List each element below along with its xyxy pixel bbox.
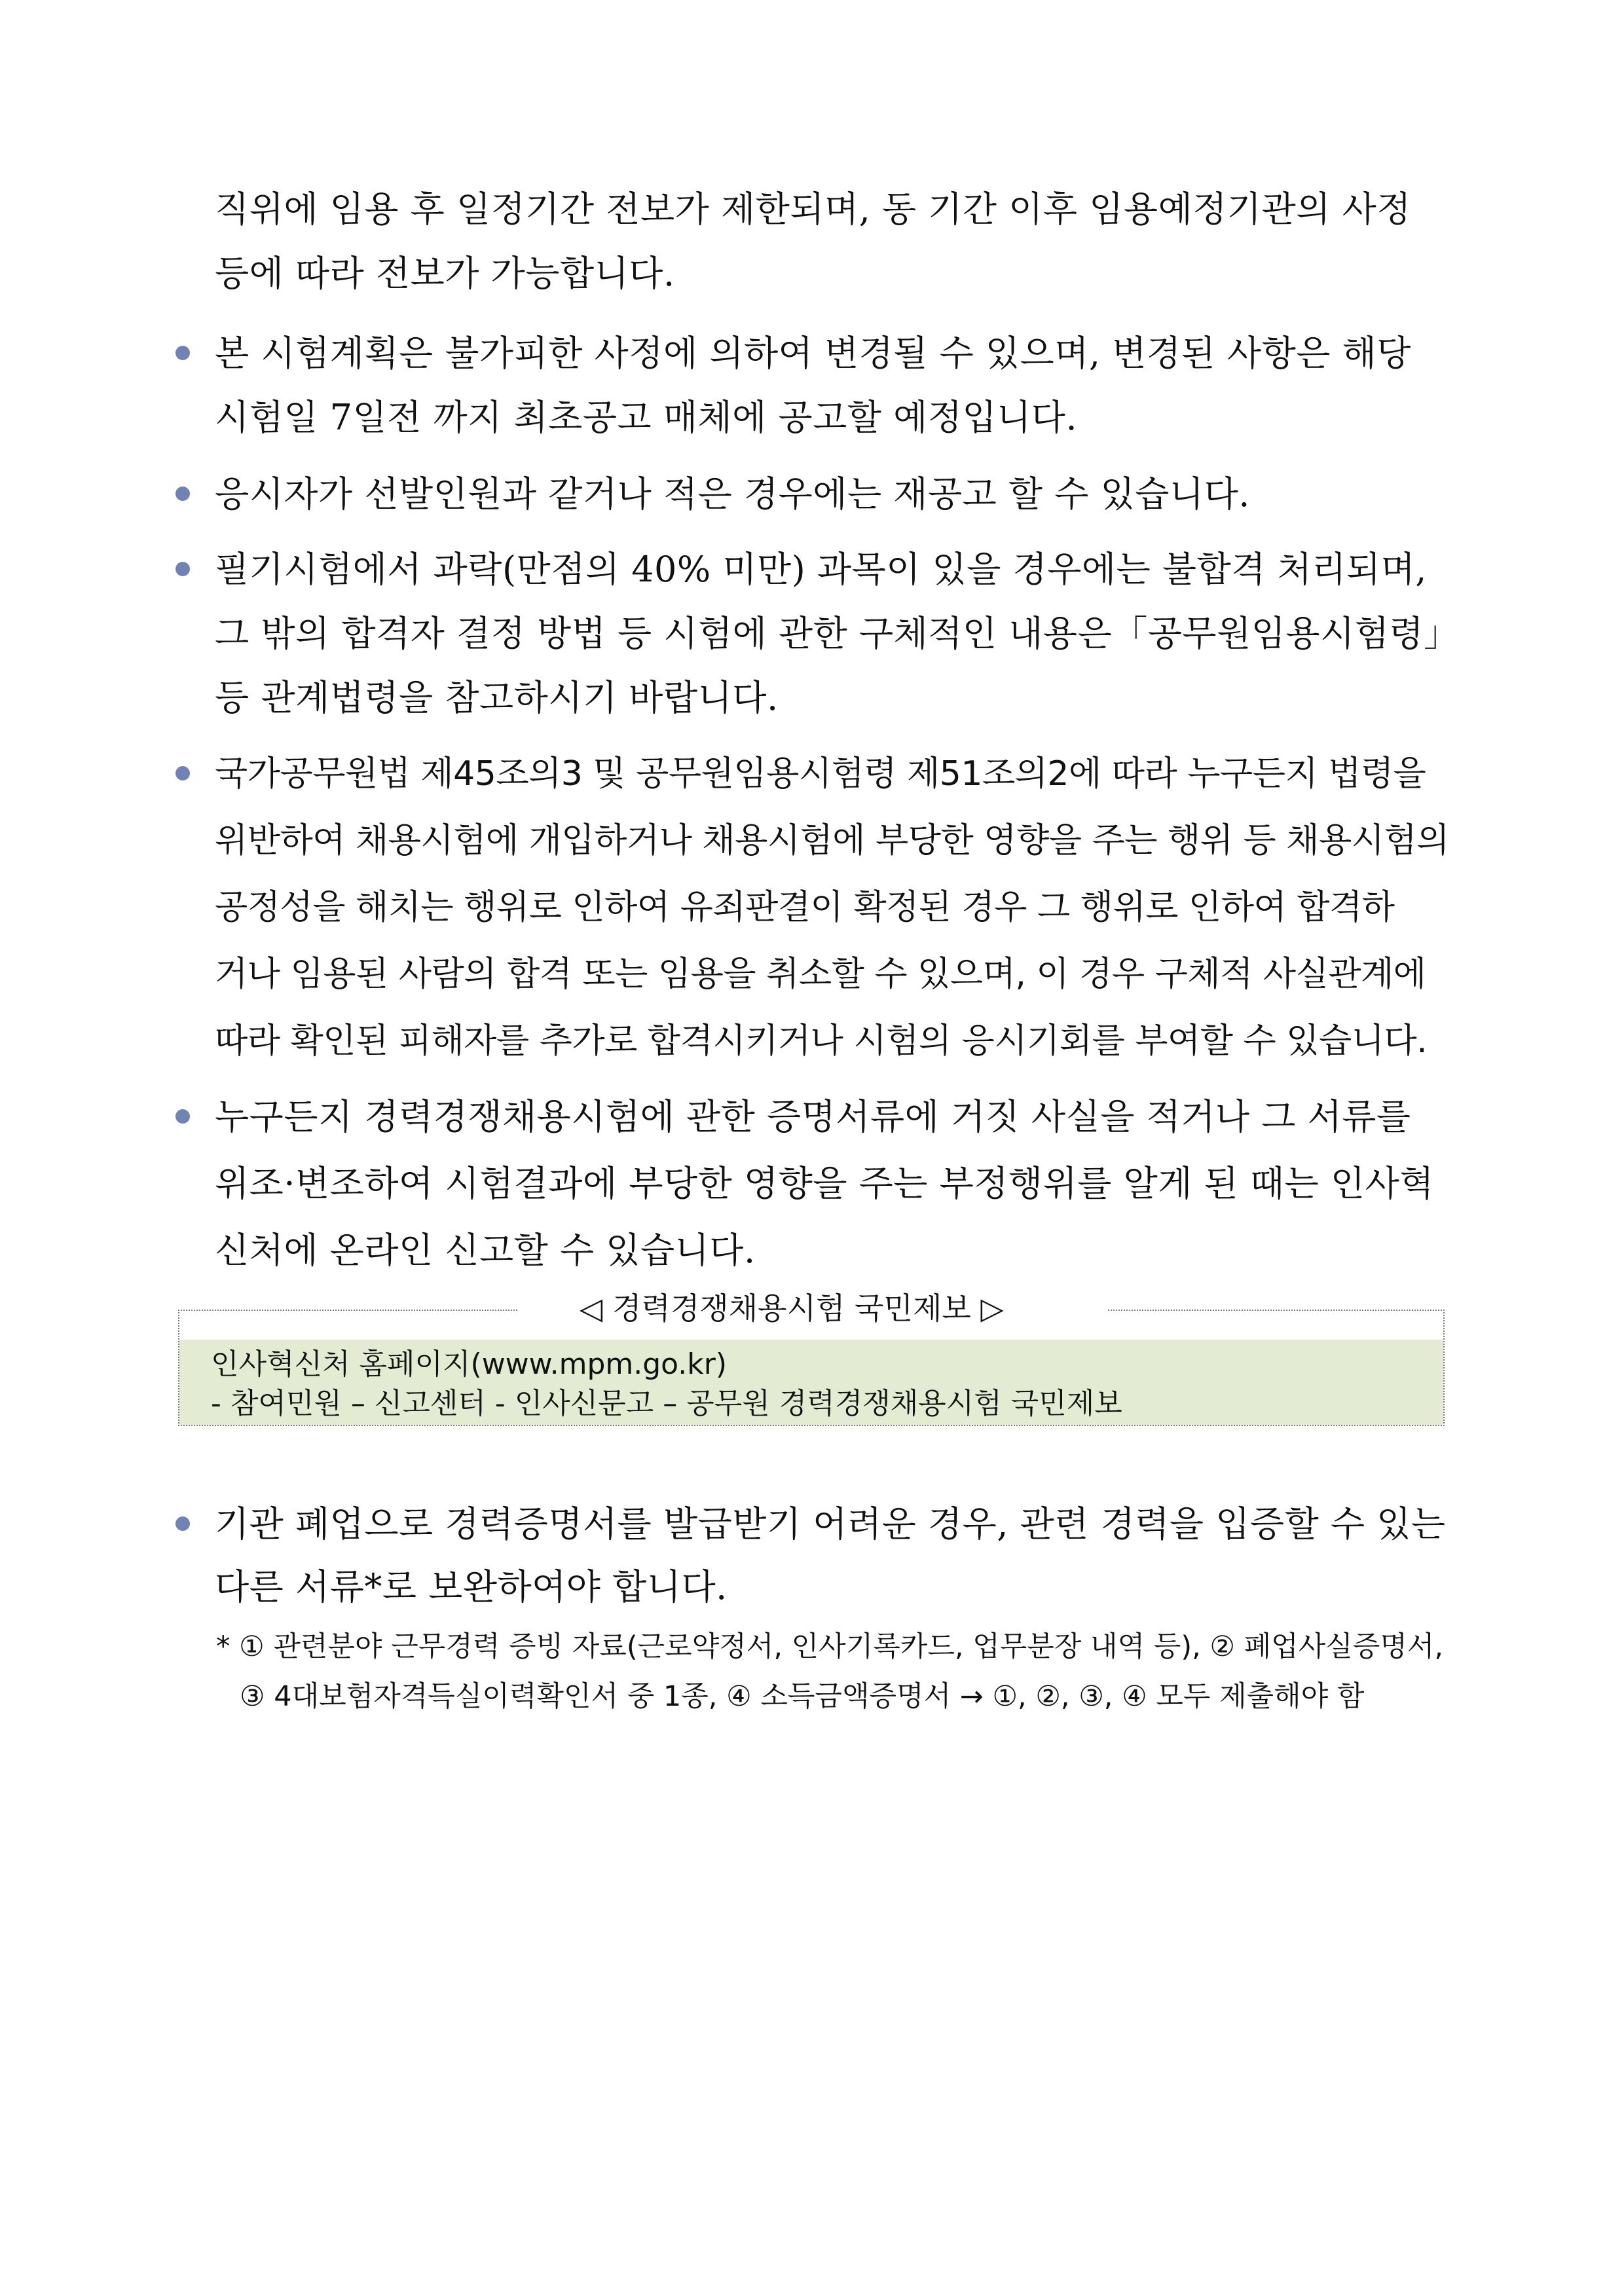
bullet-3-line-3: 등 관계법령을 참고하시기 바랍니다. (215, 677, 779, 718)
bullet-dot-icon (175, 1516, 190, 1531)
bullet-4-line-1: 국가공무원법 제45조의3 및 공무원임용시험령 제51조의2에 따라 누구든지 법령을 (215, 754, 1426, 794)
notice-box-line-1: 인사혁신처 홈페이지(www.mpm.go.kr) (211, 1348, 728, 1381)
bullet-dot-icon (175, 562, 190, 576)
bullet-5-line-2: 위조·변조하여 시험결과에 부당한 영향을 주는 부정행위를 알게 된 때는 인사혁 (215, 1163, 1434, 1204)
bullet-dot-icon (175, 346, 190, 360)
bullet-4-line-2: 위반하여 채용시험에 개입하거나 채용시험에 부당한 영향을 주는 행위 등 채용시험의 (215, 821, 1449, 860)
bullet-dot-icon (175, 487, 190, 501)
bullet-4-line-3: 공정성을 해치는 행위로 인하여 유죄판결이 확정된 경우 그 행위로 인하여 합격하 (215, 888, 1395, 927)
bullet-dot-icon (175, 1109, 190, 1124)
bullet-1-line-2: 시험일 7일전 까지 최초공고 매체에 공고할 예정입니다. (215, 397, 1078, 438)
bullet-1-line-1: 본 시험계획은 불가피한 사정에 의하여 변경될 수 있으며, 변경된 사항은 해당 (215, 333, 1411, 374)
footnote-line-2: ③ 4대보험자격득실이력확인서 중 1종, ④ 소득금액증명서 → ①, ②, ③, ④ 모두 제출해야 함 (240, 1680, 1365, 1713)
bullet-4-line-4: 거나 임용된 사람의 합격 또는 임용을 취소할 수 있으며, 이 경우 구체적 사실관계에 (215, 955, 1426, 994)
bullet-2-line-1: 응시자가 선발인원과 같거나 적은 경우에는 재공고 할 수 있습니다. (215, 473, 1250, 515)
intro-line-1: 직위에 임용 후 일정기간 전보가 제한되며, 동 기간 이후 임용예정기관의 사정 (215, 189, 1411, 230)
bullet-dot-icon (175, 766, 190, 780)
final-bullet-line-2: 다른 서류*로 보완하여야 합니다. (215, 1566, 728, 1607)
notice-box-title: ◁ 경력경쟁채용시험 국민제보 ▷ (580, 1291, 1004, 1326)
final-bullet-line-1: 기관 폐업으로 경력증명서를 발급받기 어려운 경우, 관련 경력을 입증할 수 있는 (215, 1503, 1446, 1545)
intro-line-2: 등에 따라 전보가 가능합니다. (215, 253, 675, 294)
bullet-4-line-5: 따라 확인된 피해자를 추가로 합격시키거나 시험의 응시기회를 부여할 수 있습니다. (215, 1021, 1428, 1061)
bullet-3-line-2: 그 밖의 합격자 결정 방법 등 시험에 관한 구체적인 내용은「공무원임용시험령」 (215, 613, 1460, 654)
bullet-3-line-1: 필기시험에서 과락(만점의 40% 미만) 과목이 있을 경우에는 불합격 처리되며, (215, 549, 1427, 590)
footnote-line-1: * ① 관련분야 근무경력 증빙 자료(근로약정서, 인사기록카드, 업무분장 내역 등), ② 폐업사실증명서, (216, 1630, 1444, 1663)
notice-box-line-2: - 참여민원 – 신고센터 - 인사신문고 – 공무원 경력경쟁채용시험 국민제보 (211, 1387, 1122, 1420)
bullet-5-line-1: 누구든지 경력경쟁채용시험에 관한 증명서류에 거짓 사실을 적거나 그 서류를 (215, 1096, 1411, 1137)
bullet-5-line-3: 신처에 온라인 신고할 수 있습니다. (215, 1230, 756, 1271)
